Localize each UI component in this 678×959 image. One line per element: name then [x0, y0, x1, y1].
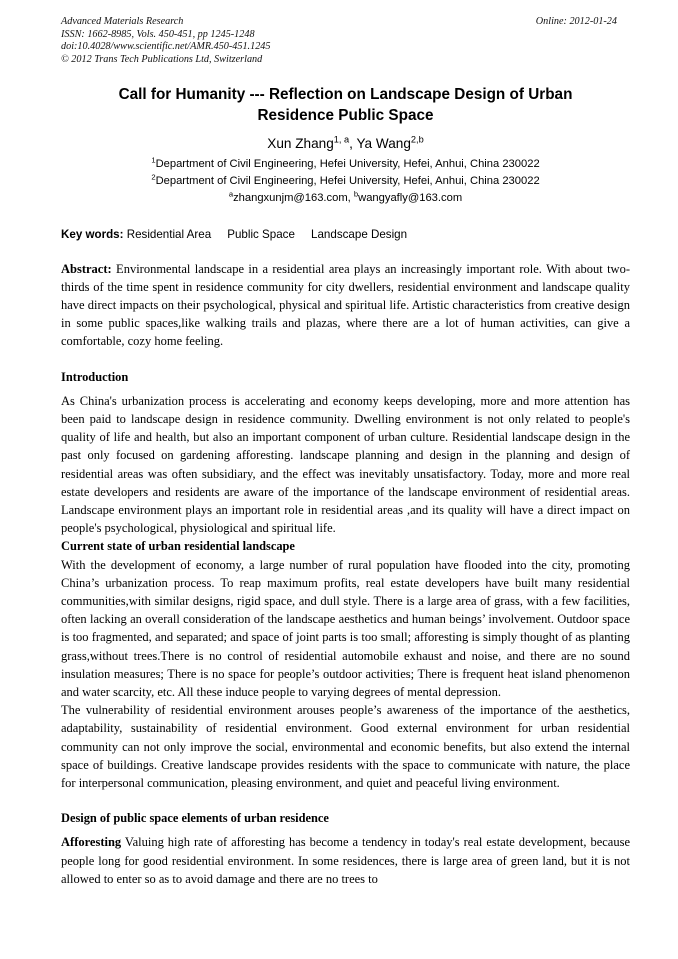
afforesting-body-text: Valuing high rate of afforesting has become a tendency in today's real estate development, because people long for good residential environment. In some residences, there is large area of green land, but it is not allowed to enter so as to avoid damage and there are no trees to	[61, 835, 630, 886]
heading-design-public-space: Design of public space elements of urban residence	[61, 811, 329, 826]
journal-name: Advanced Materials Research	[61, 16, 184, 27]
email-a: zhangxunjm@163.com,	[233, 192, 351, 204]
author-emails	[61, 190, 630, 207]
affiliation-1	[61, 156, 630, 173]
issn-volume-pages: ISSN: 1662-8985, Vols. 450-451, pp 1245-1248	[61, 28, 255, 40]
paragraph-afforesting	[61, 833, 630, 888]
email-b-mark: b	[353, 189, 359, 199]
author-separator: ,	[349, 136, 357, 151]
affiliation-1-text: Department of Civil Engineering, Hefei University, Hefei, Anhui, China 230022	[155, 158, 540, 170]
doi-line: doi:10.4028/www.scientific.net/AMR.450-451.1245	[61, 41, 271, 53]
author-2-marks: 2,b	[410, 134, 424, 145]
paragraph-current-state-1: With the development of economy, a large number of rural population have flooded into the city, promoting China’s urbanization process. To reap maximum profits, real estate developers have built many residential communities,with similar designs, rigid space, and dull style. There is a large area of grass, with a few facilities, often lacking an overall consideration of the landscape aesthetics and human beings’ involvement. Outdoor space is too fragmented, and separated; and space of joint parts is too small; afforesting is simply thought of as planting grass,without trees.There is no control of residential automobile exhaust and noise, and there are no sound insulation measures; There is no space for people’s outdoor activities; There is frequent heat island phenomenon and water scarcity, etc. All these induce people to varying degrees of mental depression.	[61, 557, 630, 699]
affiliation-2-mark: 2	[151, 171, 156, 181]
author-1-marks: 1, a	[333, 134, 350, 145]
keywords-line	[61, 227, 630, 243]
author-1-name: Xun Zhang	[267, 136, 334, 151]
heading-introduction: Introduction	[61, 369, 129, 384]
author-list	[61, 135, 630, 153]
paper-title	[61, 84, 630, 126]
paper-title-line-2: Residence Public Space	[257, 107, 434, 124]
affiliation-list	[61, 156, 630, 189]
masthead	[61, 16, 630, 72]
paper-title-line-1: Call for Humanity --- Reflection on Landscape Design of Urban	[118, 86, 573, 103]
online-date: Online: 2012-01-24	[535, 16, 617, 27]
abstract-text: Environmental landscape in a residential area plays an increasingly important role. With about two-thirds of the time spent in residence community for city dwellers, residential environment and landscape quality have direct impacts on their psychological, physical and spiritual life. Artistic characteristics from creative design in some public spaces,like walking trails and plazas, where there are a lot of human activities, can give a comfortable, cozy home feeling.	[61, 261, 630, 349]
email-b: wangyafly@163.com	[358, 192, 463, 204]
affiliation-1-mark: 1	[151, 155, 156, 165]
afforesting-lead-label: Afforesting	[61, 835, 122, 850]
affiliation-2-text: Department of Civil Engineering, Hefei University, Hefei, Anhui, China 230022	[155, 174, 540, 187]
copyright-line: © 2012 Trans Tech Publications Ltd, Switzerland	[61, 53, 263, 65]
abstract-paragraph	[61, 260, 630, 351]
author-2-name: Ya Wang	[356, 136, 411, 151]
affiliation-2	[61, 173, 630, 190]
keywords-items: Residential Area Public Space Landscape Design	[123, 227, 408, 241]
paragraph-current-state-2: The vulnerability of residential environment arouses people’s awareness of the importance of the aesthetics, adaptability, sustainability of residential environment. Good external environment for urban residential community can not only improve the social, environmental and economic benefits, but also extend the internal space of buildings. Creative landscape provides residents with the space to communicate with nature, the place for interpersonal communication, pleasing environment, and quiet and peaceful living environment.	[61, 703, 630, 790]
email-a-mark: a	[228, 189, 234, 199]
heading-current-state: Current state of urban residential landscape	[61, 539, 295, 554]
abstract-label: Abstract:	[61, 261, 112, 276]
keywords-label: Key words:	[61, 227, 124, 241]
paragraph-introduction-1: As China's urbanization process is accelerating and economy keeps developing, more and more attention has been paid to landscape design in residence community. Dwelling environment is not only related to people's quality of life and health, but also an important component of urban culture. Residential landscape design in the past only focused on gardening afforesting. landscape planning and design in the planning and design of residential areas was often subsidiary, and the effect was inevitably unsatisfactory. Today, more and more real estate developers and residents are aware of the importance of the landscape environment of residential areas. Landscape environment plays an important role in residential areas ,and its quality will have a direct impact on people's psychological, physiological and spiritual life.	[61, 393, 630, 536]
